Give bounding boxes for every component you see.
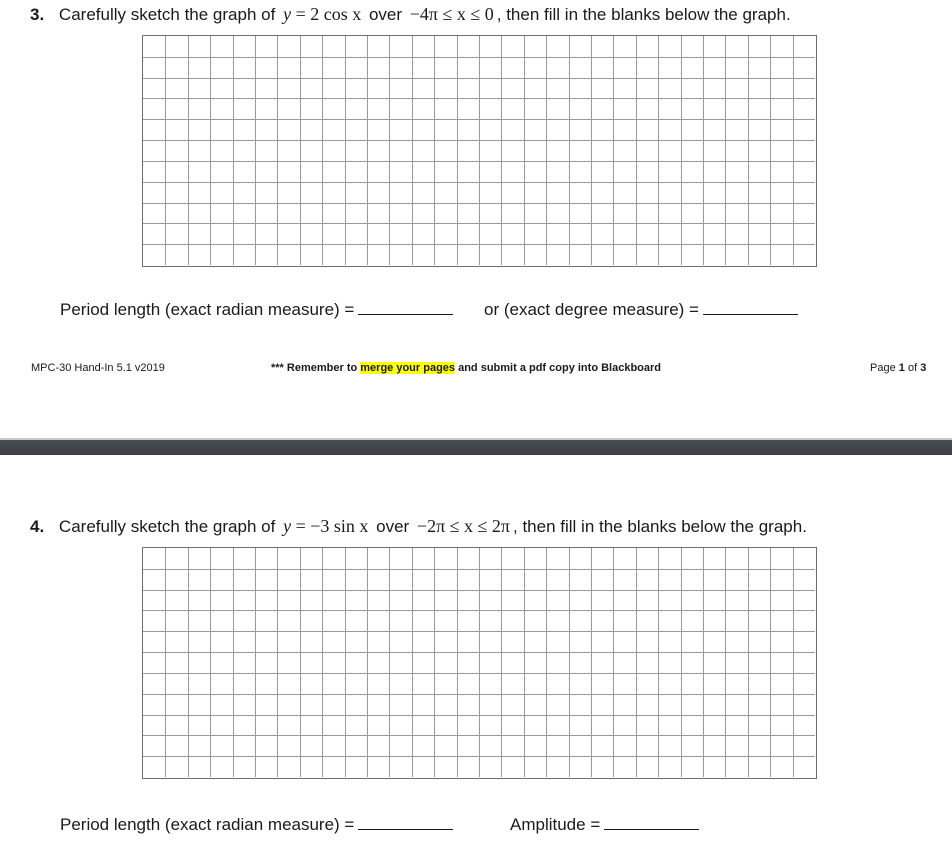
- grid-line-vertical: [300, 36, 301, 265]
- grid-line-horizontal: [143, 756, 815, 757]
- grid-line-vertical: [501, 36, 502, 265]
- grid-line-vertical: [322, 548, 323, 777]
- grid-line-vertical: [434, 36, 435, 265]
- grid-line-vertical: [681, 548, 682, 777]
- grid-line-vertical: [569, 548, 570, 777]
- grid-line-vertical: [345, 548, 346, 777]
- grid-line-vertical: [165, 36, 166, 265]
- over-word: over: [368, 5, 403, 24]
- grid-line-vertical: [277, 548, 278, 777]
- grid-line-vertical: [636, 36, 637, 265]
- grid-line-vertical: [703, 36, 704, 265]
- question-3: [30, 4, 791, 25]
- grid-line-horizontal: [143, 610, 815, 611]
- grid-line-vertical: [188, 548, 189, 777]
- footer-page-number: Page 1 of 3: [870, 362, 927, 374]
- grid-line-vertical: [591, 36, 592, 265]
- grid-line-vertical: [457, 548, 458, 777]
- question-suffix: , then fill in the blanks below the graph.: [496, 5, 791, 24]
- grid-line-vertical: [210, 548, 211, 777]
- period-radian-blank[interactable]: [358, 813, 453, 830]
- grid-line-vertical: [300, 548, 301, 777]
- grid-line-vertical: [457, 36, 458, 265]
- grid-line-vertical: [546, 36, 547, 265]
- footer-course-code: MPC-30 Hand-In 5.1 v2019: [31, 362, 165, 374]
- grid-line-horizontal: [143, 140, 815, 141]
- grid-line-vertical: [367, 548, 368, 777]
- grid-line-horizontal: [143, 223, 815, 224]
- grid-line-vertical: [524, 36, 525, 265]
- period-radian-answer: [60, 813, 453, 835]
- grid-line-horizontal: [143, 735, 815, 736]
- graph-grid[interactable]: [142, 35, 817, 267]
- grid-line-horizontal: [143, 161, 815, 162]
- grid-line-vertical: [322, 36, 323, 265]
- graph-grid[interactable]: [142, 547, 817, 779]
- over-word: over: [376, 517, 410, 536]
- grid-line-horizontal: [143, 631, 815, 632]
- period-degree-blank[interactable]: [703, 298, 798, 315]
- grid-line-vertical: [479, 36, 480, 265]
- question-prefix: Carefully sketch the graph of: [58, 5, 276, 24]
- grid-line-vertical: [479, 548, 480, 777]
- grid-line-vertical: [793, 36, 794, 265]
- grid-line-vertical: [546, 548, 547, 777]
- question-4: [30, 516, 807, 537]
- grid-line-horizontal: [143, 652, 815, 653]
- grid-line-vertical: [345, 36, 346, 265]
- period-degree-label: or (exact degree measure) =: [484, 300, 699, 319]
- grid-line-vertical: [770, 36, 771, 265]
- grid-line-vertical: [569, 36, 570, 265]
- grid-line-vertical: [255, 36, 256, 265]
- question-number: 3.: [30, 5, 45, 24]
- grid-line-horizontal: [143, 569, 815, 570]
- grid-line-vertical: [613, 36, 614, 265]
- grid-line-horizontal: [143, 119, 815, 120]
- grid-line-vertical: [501, 548, 502, 777]
- grid-line-vertical: [165, 548, 166, 777]
- grid-line-horizontal: [143, 694, 815, 695]
- period-radian-label: Period length (exact radian measure) =: [60, 300, 355, 319]
- period-radian-blank[interactable]: [358, 298, 453, 315]
- grid-line-vertical: [658, 36, 659, 265]
- grid-line-vertical: [703, 548, 704, 777]
- period-radian-answer: [60, 298, 453, 320]
- grid-line-vertical: [725, 548, 726, 777]
- document-page-2: [0, 455, 952, 853]
- grid-line-vertical: [233, 36, 234, 265]
- grid-line-vertical: [434, 548, 435, 777]
- grid-line-vertical: [591, 548, 592, 777]
- grid-line-vertical: [233, 548, 234, 777]
- grid-line-horizontal: [143, 715, 815, 716]
- grid-line-vertical: [389, 548, 390, 777]
- grid-line-vertical: [412, 36, 413, 265]
- period-degree-answer: [484, 298, 798, 320]
- grid-line-horizontal: [143, 98, 815, 99]
- grid-line-horizontal: [143, 244, 815, 245]
- amplitude-label: Amplitude =: [510, 815, 601, 834]
- grid-line-vertical: [725, 36, 726, 265]
- domain: −4π ≤ x ≤ 0: [409, 4, 494, 24]
- domain: −2π ≤ x ≤ 2π: [416, 516, 511, 536]
- grid-line-vertical: [681, 36, 682, 265]
- grid-line-vertical: [210, 36, 211, 265]
- grid-line-horizontal: [143, 182, 815, 183]
- grid-line-vertical: [748, 36, 749, 265]
- grid-line-vertical: [658, 548, 659, 777]
- question-number: 4.: [30, 517, 45, 536]
- grid-line-vertical: [255, 548, 256, 777]
- grid-line-horizontal: [143, 590, 815, 591]
- question-prefix: Carefully sketch the graph of: [58, 517, 276, 536]
- grid-line-vertical: [412, 548, 413, 777]
- grid-line-vertical: [636, 548, 637, 777]
- grid-line-horizontal: [143, 78, 815, 79]
- amplitude-answer: [510, 813, 699, 835]
- amplitude-blank[interactable]: [604, 813, 699, 830]
- equation: y = 2 cos x: [283, 4, 362, 24]
- grid-line-vertical: [188, 36, 189, 265]
- grid-line-horizontal: [143, 673, 815, 674]
- grid-line-vertical: [613, 548, 614, 777]
- equation: y = −3 sin x: [283, 516, 369, 536]
- grid-line-horizontal: [143, 57, 815, 58]
- page-separator: [0, 438, 952, 455]
- grid-line-vertical: [793, 548, 794, 777]
- grid-line-vertical: [389, 36, 390, 265]
- grid-line-vertical: [524, 548, 525, 777]
- footer-reminder: *** Remember to merge your pages and submit a pdf copy into Blackboard: [271, 362, 662, 374]
- highlighted-text: merge your pages: [360, 362, 456, 374]
- grid-line-vertical: [748, 548, 749, 777]
- grid-line-vertical: [277, 36, 278, 265]
- grid-line-vertical: [367, 36, 368, 265]
- question-suffix: , then fill in the blanks below the graph.: [513, 517, 807, 536]
- grid-line-vertical: [770, 548, 771, 777]
- grid-line-horizontal: [143, 203, 815, 204]
- period-radian-label: Period length (exact radian measure) =: [60, 815, 355, 834]
